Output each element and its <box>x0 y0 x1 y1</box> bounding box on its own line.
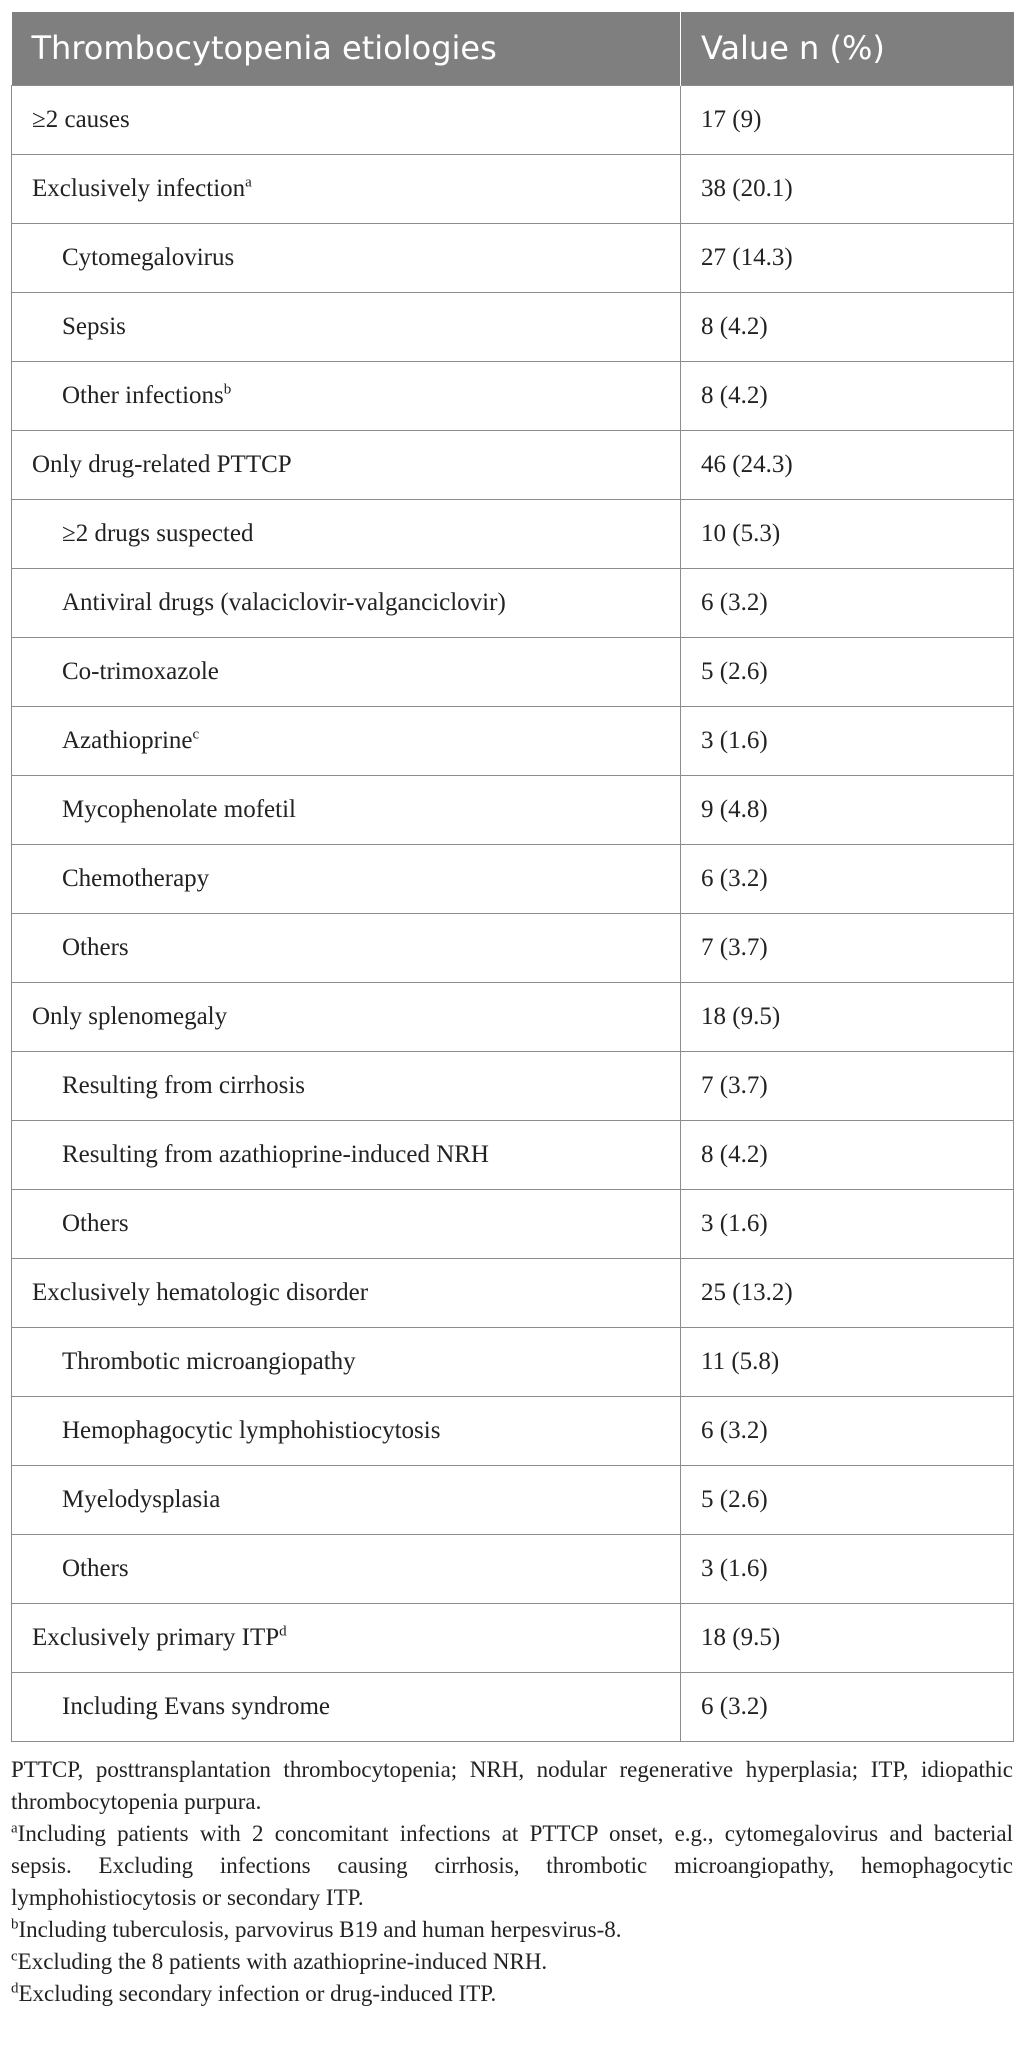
etiology-label: Chemotherapy <box>62 864 210 892</box>
etiology-cell <box>12 1603 681 1672</box>
etiology-cell <box>12 292 681 361</box>
table-row <box>12 361 1014 430</box>
column-header-etiology: Thrombocytopenia etiologies <box>12 12 681 85</box>
etiology-cell <box>12 1672 681 1741</box>
table-row <box>12 1327 1014 1396</box>
value-cell: 6 (3.2) <box>681 1672 1014 1741</box>
value-cell: 27 (14.3) <box>681 223 1014 292</box>
value-cell: 25 (13.2) <box>681 1258 1014 1327</box>
footnote-mark: a <box>11 1819 18 1836</box>
etiology-label: Others <box>62 1554 129 1582</box>
value-cell: 38 (20.1) <box>681 154 1014 223</box>
etiology-cell <box>12 1534 681 1603</box>
value-cell: 7 (3.7) <box>681 913 1014 982</box>
value-cell: 3 (1.6) <box>681 706 1014 775</box>
footnote <box>11 1754 1013 1818</box>
etiology-cell <box>12 1189 681 1258</box>
table-row <box>12 1534 1014 1603</box>
value-cell: 3 (1.6) <box>681 1189 1014 1258</box>
value-cell: 6 (3.2) <box>681 844 1014 913</box>
value-cell: 46 (24.3) <box>681 430 1014 499</box>
etiology-label: Co-trimoxazole <box>62 657 219 685</box>
etiology-cell <box>12 1396 681 1465</box>
etiology-cell <box>12 706 681 775</box>
etiology-cell <box>12 1120 681 1189</box>
table-row <box>12 292 1014 361</box>
etiology-label: Exclusively infection <box>32 174 246 202</box>
footnote-mark: c <box>11 1947 18 1964</box>
table-row <box>12 85 1014 154</box>
etiology-label: ≥2 causes <box>32 105 130 133</box>
table-header-row <box>12 12 1014 85</box>
footnote-text: Excluding the 8 patients with azathioprine-induced NRH. <box>17 1948 548 1974</box>
etiology-label: Thrombotic microangiopathy <box>62 1347 356 1375</box>
footnote-text: Including patients with 2 concomitant infections at PTTCP onset, e.g., cytomegalovirus and bacterial sepsis. Excluding infections causing cirrhosis, thrombotic microangiopathy, hemophagocytic lymphohistiocytosis or secondary ITP. <box>11 1820 1013 1910</box>
etiology-cell <box>12 430 681 499</box>
etiology-cell <box>12 913 681 982</box>
etiology-cell <box>12 1051 681 1120</box>
table-row <box>12 1120 1014 1189</box>
value-cell: 9 (4.8) <box>681 775 1014 844</box>
table-row <box>12 223 1014 292</box>
table-row <box>12 1051 1014 1120</box>
footnote-mark: d <box>11 1979 19 1996</box>
value-cell: 7 (3.7) <box>681 1051 1014 1120</box>
value-cell: 6 (3.2) <box>681 1396 1014 1465</box>
etiology-label: Exclusively hematologic disorder <box>32 1278 369 1306</box>
etiology-cell <box>12 982 681 1051</box>
etiology-label: Only drug-related PTTCP <box>32 450 292 478</box>
etiology-label: Others <box>62 933 129 961</box>
footnote-marker: b <box>223 381 232 398</box>
etiology-label: Including Evans syndrome <box>62 1692 331 1720</box>
value-cell: 10 (5.3) <box>681 499 1014 568</box>
table-row <box>12 1396 1014 1465</box>
etiology-label: Other infections <box>62 381 224 409</box>
value-cell: 18 (9.5) <box>681 1603 1014 1672</box>
etiology-cell <box>12 1258 681 1327</box>
etiology-label: Resulting from azathioprine-induced NRH <box>62 1140 489 1168</box>
footnote-marker: a <box>245 174 252 191</box>
etiology-cell <box>12 775 681 844</box>
etiology-label: Sepsis <box>62 312 126 340</box>
table-row <box>12 430 1014 499</box>
etiology-cell <box>12 499 681 568</box>
etiology-label: Hemophagocytic lymphohistiocytosis <box>62 1416 441 1444</box>
etiology-cell <box>12 568 681 637</box>
etiology-cell <box>12 223 681 292</box>
table-body <box>12 85 1014 1741</box>
footnote-text: Excluding secondary infection or drug-induced ITP. <box>18 1980 497 2006</box>
table-row <box>12 913 1014 982</box>
value-cell: 18 (9.5) <box>681 982 1014 1051</box>
table-footnotes <box>11 1754 1013 2010</box>
table-row <box>12 1189 1014 1258</box>
etiology-cell <box>12 844 681 913</box>
etiology-cell <box>12 85 681 154</box>
etiology-label: ≥2 drugs suspected <box>62 519 254 547</box>
table-row <box>12 154 1014 223</box>
table-row <box>12 1672 1014 1741</box>
etiology-label: Azathioprine <box>62 726 193 754</box>
etiology-label: Only splenomegaly <box>32 1002 228 1030</box>
table-row <box>12 775 1014 844</box>
table-row <box>12 499 1014 568</box>
footnote <box>11 1914 1013 1946</box>
etiology-cell <box>12 1327 681 1396</box>
footnote-marker: d <box>279 1623 287 1640</box>
footnote-marker: c <box>192 726 200 743</box>
value-cell: 8 (4.2) <box>681 292 1014 361</box>
value-cell: 8 (4.2) <box>681 1120 1014 1189</box>
etiology-cell <box>12 637 681 706</box>
footnote <box>11 1818 1013 1914</box>
footnote-text: Including tuberculosis, parvovirus B19 and human herpesvirus-8. <box>18 1916 622 1942</box>
footnote-text: PTTCP, posttransplantation thrombocytopenia; NRH, nodular regenerative hyperplasia; ITP, idiopathic thrombocytopenia purpura. <box>11 1756 1013 1814</box>
table-row <box>12 1258 1014 1327</box>
etiology-label: Others <box>62 1209 129 1237</box>
etiology-label: Resulting from cirrhosis <box>62 1071 306 1099</box>
etiologies-table <box>11 12 1014 1742</box>
table-row <box>12 1465 1014 1534</box>
etiology-label: Exclusively primary ITP <box>32 1623 280 1651</box>
etiology-label: Cytomegalovirus <box>62 243 235 271</box>
footnote <box>11 1946 1013 1978</box>
etiology-label: Antiviral drugs (valaciclovir-valganciclovir) <box>62 588 506 616</box>
etiology-label: Myelodysplasia <box>62 1485 221 1513</box>
table-row <box>12 568 1014 637</box>
footnote <box>11 1978 1013 2010</box>
etiology-label: Mycophenolate mofetil <box>62 795 296 823</box>
value-cell: 8 (4.2) <box>681 361 1014 430</box>
value-cell: 5 (2.6) <box>681 637 1014 706</box>
value-cell: 6 (3.2) <box>681 568 1014 637</box>
table-row <box>12 844 1014 913</box>
value-cell: 5 (2.6) <box>681 1465 1014 1534</box>
value-cell: 17 (9) <box>681 85 1014 154</box>
value-cell: 11 (5.8) <box>681 1327 1014 1396</box>
table-row <box>12 706 1014 775</box>
column-header-value: Value n (%) <box>681 12 1014 85</box>
etiology-cell <box>12 154 681 223</box>
etiology-cell <box>12 361 681 430</box>
etiologies-table-container <box>11 12 1013 2010</box>
footnote-mark: b <box>11 1915 19 1932</box>
etiology-cell <box>12 1465 681 1534</box>
value-cell: 3 (1.6) <box>681 1534 1014 1603</box>
table-row <box>12 637 1014 706</box>
table-row <box>12 982 1014 1051</box>
table-row <box>12 1603 1014 1672</box>
